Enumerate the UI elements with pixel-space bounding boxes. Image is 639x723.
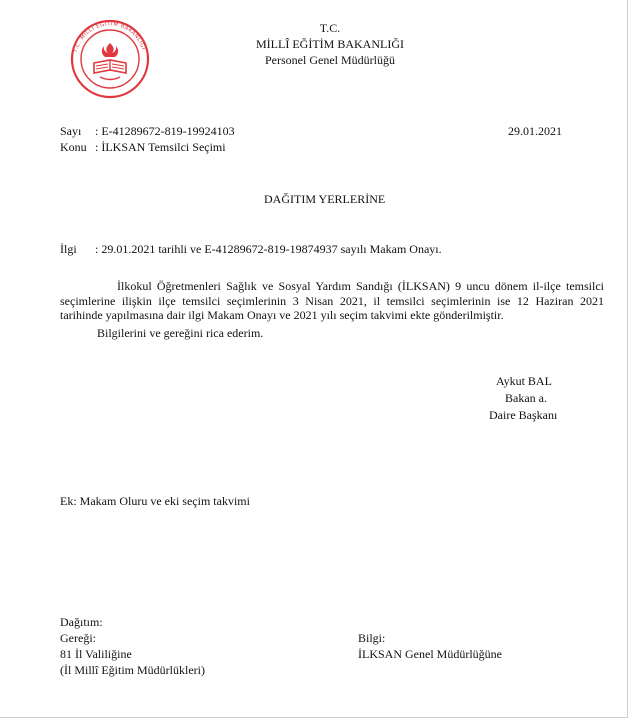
addressee: DAĞITIM YERLERİNE	[264, 192, 386, 206]
paragraph-line: İlkokul Öğretmenleri Sağlık ve Sosyal Yardım Sandığı (İLKSAN) 9 uncu dönem il-ilçe temsilci	[117, 279, 604, 293]
attachment-note: Ek: Makam Oluru ve eki seçim takvimi	[60, 494, 250, 508]
konu-label: Konu	[60, 140, 87, 154]
gereg-label: Gereği:	[60, 631, 96, 645]
paragraph-line: tarihinde yapılmasına dair ilgi Makam Onayı ve 2021 yılı seçim takvimi ekte gönderilmiştir.	[60, 308, 504, 322]
konu-value: : İLKSAN Temsilci Seçimi	[95, 140, 226, 154]
signatory-title: Daire Başkanı	[489, 408, 558, 422]
paragraph-line: seçimlerine ilişkin ilçe temsilci seçimlerinin 3 Nisan 2021, il temsilci seçimlerinin ise 12 Haziran 2021	[60, 293, 604, 308]
sayi-label: Sayı	[60, 124, 82, 138]
ilgi-value: : 29.01.2021 tarihli ve E-41289672-819-19874937 sayılı Makam Onayı.	[95, 242, 442, 256]
sayi-value: : E-41289672-819-19924103	[95, 124, 235, 138]
bilgi-recipient: İLKSAN Genel Müdürlüğüne	[358, 647, 502, 661]
distribution-title: Dağıtım:	[60, 615, 103, 629]
document-date: 29.01.2021	[508, 124, 562, 138]
svg-text:T.C. MİLLÎ EĞİTİM BAKANLIĞI: T.C. MİLLÎ EĞİTİM BAKANLIĞI	[73, 21, 147, 54]
signatory-name: Aykut BAL	[496, 374, 552, 388]
ilgi-label: İlgi	[60, 242, 77, 256]
ministry-seal-icon	[70, 19, 150, 99]
header-directorate: Personel Genel Müdürlüğü	[265, 53, 395, 67]
bilgi-label: Bilgi:	[358, 631, 386, 645]
gereg-recipient: 81 İl Valiliğine	[60, 647, 132, 661]
header-ministry: MİLLÎ EĞİTİM BAKANLIĞI	[256, 37, 404, 51]
body-paragraph	[60, 279, 604, 323]
header-tc: T.C.	[319, 21, 341, 35]
signatory-on-behalf: Bakan a.	[505, 391, 547, 405]
closing-sentence: Bilgilerini ve gereğini rica ederim.	[97, 326, 264, 340]
gereg-recipient-detail: (İl Millî Eğitim Müdürlükleri)	[60, 663, 205, 677]
